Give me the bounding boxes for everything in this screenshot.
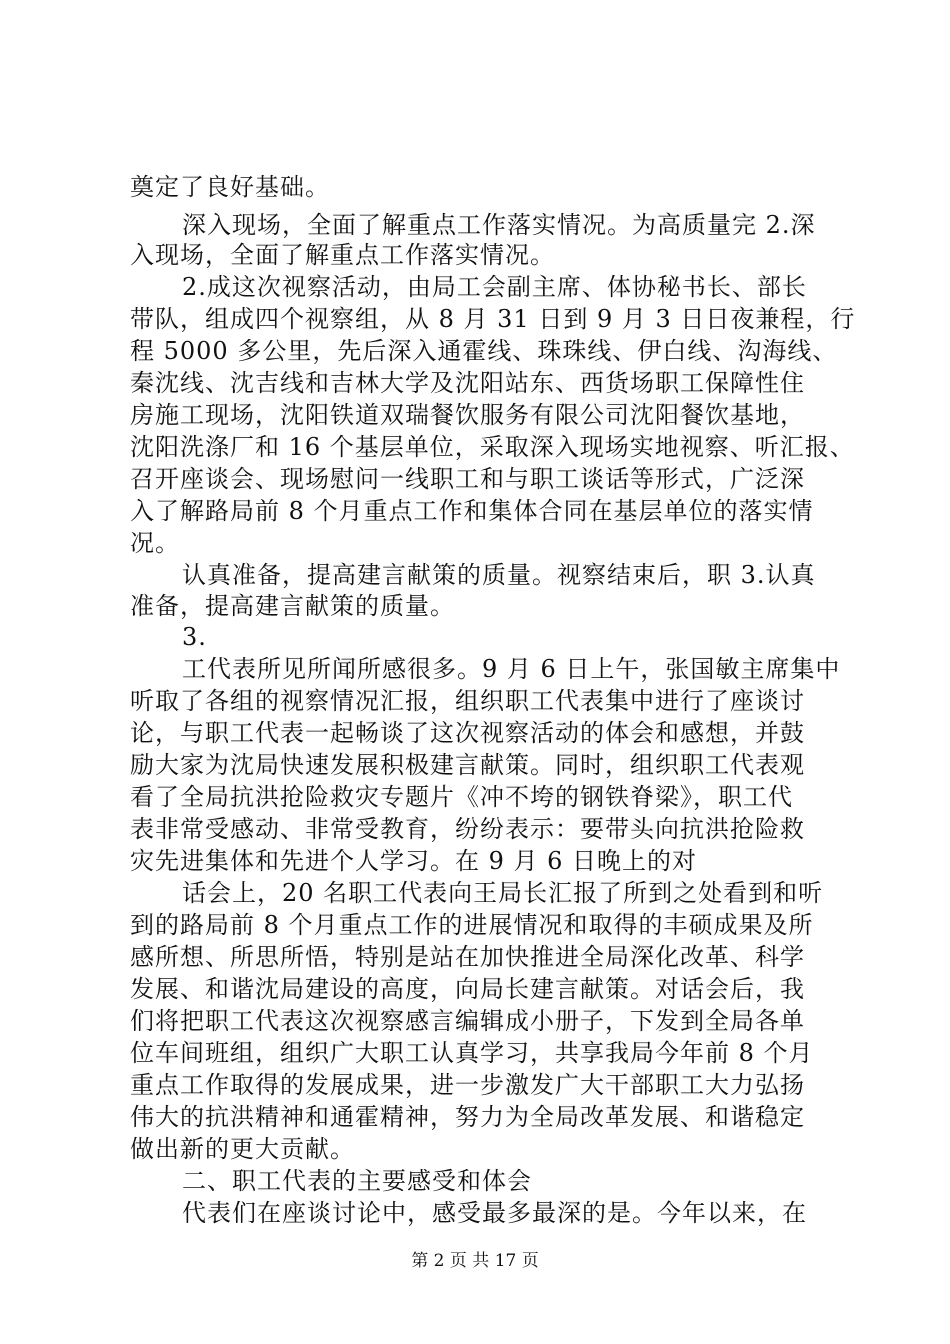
text-line: 话会上，20 名职工代表向王局长汇报了所到之处看到和听 bbox=[182, 879, 824, 907]
text-line: 发展、和谐沈局建设的高度，向局长建言献策。对话会后，我 bbox=[130, 975, 805, 1003]
text-line: 看了全局抗洪抢险救灾专题片《冲不垮的钢铁脊梁》，职工代 bbox=[130, 783, 793, 811]
section-heading: 二、职工代表的主要感受和体会 bbox=[182, 1167, 532, 1195]
text-line: 沈阳洗涤厂和 16 个基层单位，采取深入现场实地视察、听汇报、 bbox=[130, 433, 855, 461]
text-line: 代表们在座谈讨论中，感受最多最深的是。今年以来，在 bbox=[182, 1199, 807, 1227]
text-line: 2.成这次视察活动，由局工会副主席、体协秘书长、部长 bbox=[182, 273, 807, 301]
text-line: 表非常受感动、非常受教育，纷纷表示：要带头向抗洪抢险救 bbox=[130, 815, 805, 843]
text-line: 励大家为沈局快速发展积极建言献策。同时，组织职工代表观 bbox=[130, 751, 805, 779]
text-line: 召开座谈会、现场慰问一线职工和与职工谈话等形式，广泛深 bbox=[130, 465, 805, 493]
text-line: 奠定了良好基础。 bbox=[130, 173, 330, 201]
text-line: 秦沈线、沈吉线和吉林大学及沈阳站东、西货场职工保障性住 bbox=[130, 369, 805, 397]
text-line: 做出新的更大贡献。 bbox=[130, 1135, 355, 1163]
text-line: 到的路局前 8 个月重点工作的进展情况和取得的丰硕成果及所 bbox=[130, 911, 814, 939]
text-line: 认真准备，提高建言献策的质量。视察结束后，职 3.认真 bbox=[182, 561, 816, 589]
text-line: 带队，组成四个视察组，从 8 月 31 日到 9 月 3 日日夜兼程，行 bbox=[130, 305, 856, 333]
text-line: 入了解路局前 8 个月重点工作和集体合同在基层单位的落实情 bbox=[130, 497, 814, 525]
page-number: 第 2 页 共 17 页 bbox=[411, 1251, 539, 1271]
text-line: 灾先进集体和先进个人学习。在 9 月 6 日晚上的对 bbox=[130, 847, 698, 875]
text-line: 感所想、所思所悟，特别是站在加快推进全局深化改革、科学 bbox=[130, 943, 805, 971]
text-line: 论，与职工代表一起畅谈了这次视察活动的体会和感想，并鼓 bbox=[130, 719, 805, 747]
text-line: 工代表所见所闻所感很多。9 月 6 日上午，张国敏主席集中 bbox=[182, 655, 841, 683]
text-line: 听取了各组的视察情况汇报，组织职工代表集中进行了座谈讨 bbox=[130, 687, 805, 715]
text-line: 位车间班组，组织广大职工认真学习，共享我局今年前 8 个月 bbox=[130, 1039, 814, 1067]
text-line: 3. bbox=[182, 623, 207, 651]
text-line: 房施工现场，沈阳铁道双瑞餐饮服务有限公司沈阳餐饮基地， bbox=[130, 401, 805, 429]
text-line: 重点工作取得的发展成果，进一步激发广大干部职工大力弘扬 bbox=[130, 1071, 805, 1099]
text-line: 深入现场，全面了解重点工作落实情况。为高质量完 2.深 bbox=[182, 211, 816, 239]
text-line: 况。 bbox=[130, 529, 180, 557]
text-line: 伟大的抗洪精神和通霍精神，努力为全局改革发展、和谐稳定 bbox=[130, 1103, 805, 1131]
text-line: 程 5000 多公里，先后深入通霍线、珠珠线、伊白线、沟海线、 bbox=[130, 337, 838, 365]
text-line: 准备，提高建言献策的质量。 bbox=[130, 592, 455, 620]
text-line: 们将把职工代表这次视察感言编辑成小册子，下发到全局各单 bbox=[130, 1007, 805, 1035]
text-line: 入现场，全面了解重点工作落实情况。 bbox=[130, 241, 555, 269]
